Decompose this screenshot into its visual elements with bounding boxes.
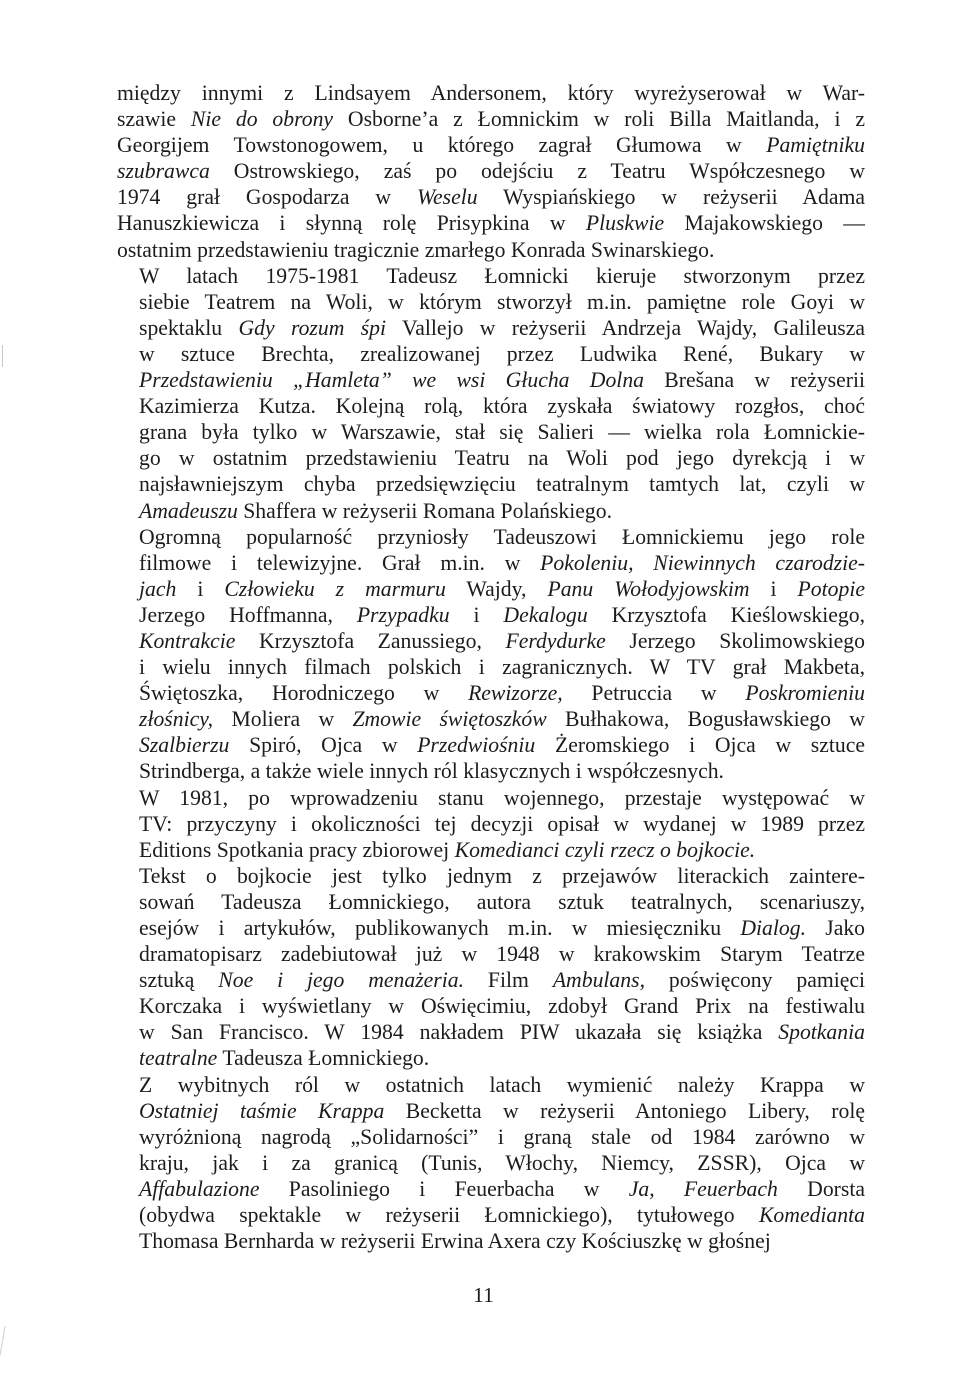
text-line [117,1176,865,1202]
text-run: Krzysztofa Kieślowskiego, [587,602,865,627]
text-line [117,445,865,471]
italic-title: Rewizorze, [468,681,563,706]
italic-title: Pluskwie [585,211,665,236]
italic-title: Komedianci czyli rzecz o bojkocie. [454,837,756,862]
text-run: i [449,602,504,627]
text-run: i [749,576,798,601]
text-line [117,680,865,706]
italic-title: Potopie [797,576,866,601]
text-run: poświęcony pamięci [644,968,866,993]
text-line [117,550,865,576]
text-run: Żeromskiego i Ojca w sztuce [535,733,865,758]
text-line [117,419,865,445]
text-run: grana była tylko w Warszawie, stał się Salieri — wielka rola Łomnickie- [139,420,865,445]
text-run: filmowe i telewizyjne. Grał m.in. w [139,550,541,575]
text-line [117,367,865,393]
text-run: Brešana w reżyserii [644,368,866,393]
text-line [117,941,865,967]
text-run: Petruccia w [562,681,746,706]
text-run: Krzysztofa Zanussiego, [235,628,506,653]
italic-title: Nie do obrony [190,107,334,132]
text-line [117,889,865,915]
italic-title: Kontrakcie [139,628,236,653]
text-run: Spiró, Ojca w [229,733,418,758]
italic-title: Człowieku z marmuru [224,576,446,601]
italic-title: Spotkania [778,1020,865,1045]
text-run: Ogromną popularność przyniosły Tadeuszowi Łomnickiemu jego role [139,524,865,549]
text-line [117,628,865,654]
italic-title: Dekalogu [503,602,588,627]
text-run: i [176,576,225,601]
text-run: Tekst o bojkocie jest tylko jednym z przejawów literackich zaintere- [139,863,865,888]
text-line [117,498,865,524]
text-line [117,1019,865,1045]
italic-title: szubrawca [117,159,210,184]
text-line [117,993,865,1019]
text-line [117,471,865,497]
text-line [117,1150,865,1176]
text-run: Becketta w reżyserii Antoniego Libery, rolę [384,1098,865,1123]
text-line [117,732,865,758]
text-run: szawie [117,107,191,132]
text-run: (obydwa spektakle w reżyserii Łomnickiego), tytułowego [139,1203,759,1228]
body-text [117,80,865,1254]
text-run: Thomasa Bernharda w reżyserii Erwina Axera czy Kościuszkę w głośnej [139,1229,771,1254]
text-run: Strindberga, a także wiele innych ról klasycznych i współczesnych. [139,759,724,784]
page-number: 11 [473,1283,494,1307]
text-line [117,315,865,341]
italic-title: Panu Wołodyjowskim [547,576,750,601]
text-run: Tadeusza Łomnickiego. [217,1046,430,1071]
text-run: Bułhakowa, Bogusławskiego w [546,707,865,732]
text-line [117,1098,865,1124]
italic-title: Amadeuszu [139,498,238,523]
italic-title: Noe i jego menażeria. [218,968,465,993]
paragraph [117,263,865,524]
italic-title: Weselu [416,185,478,210]
text-line [117,106,865,132]
text-run: Shaffera w reżyserii Romana Polańskiego. [237,498,613,523]
text-line [117,184,865,210]
text-run: ostatnim przedstawieniu tragicznie zmarłego Konrada Swinarskiego. [117,237,715,262]
text-run: W latach 1975-1981 Tadeusz Łomnicki kieruje stworzonym przez [139,263,865,288]
italic-title: Przedstawieniu „Hamleta” we wsi Głucha Dolna [139,368,645,393]
italic-title: Zmowie świętoszków [352,707,547,732]
text-line [117,915,865,941]
text-run: esejów i artykułów, publikowanych m.in. w miesięczniku [139,916,741,940]
text-line [117,341,865,367]
text-line [117,706,865,732]
text-run: Ostrowskiego, zaś po odejściu z Teatru Współczesnego w [209,159,865,184]
italic-title: Affabulazione [139,1176,260,1201]
text-run: Moliera w [213,707,353,732]
italic-title: Ja, Feuerbach [628,1176,778,1201]
italic-title: Gdy rozum śpi [238,315,387,340]
text-run: najsławniejszym chyba przedsięwzięciu teatralnym tamtych lat, czyli w [139,472,865,497]
text-line [117,654,865,680]
text-line [117,785,865,811]
italic-title: Poskromieniu [745,681,865,706]
text-run: Osborne’a z Łomnickim w roli Billa Maitlanda, i z [333,107,865,132]
text-run: go w ostatnim przedstawieniu Teatru na Woli pod jego dyrekcją i w [139,446,865,471]
italic-title: Pokoleniu, Niewinnych czarodzie- [540,550,865,575]
text-run: Świętoszka, Horodniczego w [139,681,469,706]
text-run: Jerzego Skolimowskiego [605,628,865,653]
text-line [117,237,865,263]
italic-title: Przypadku [356,602,450,627]
italic-title: Dialog. [740,916,806,940]
text-line [117,1045,865,1071]
text-run: Georgijem Towstonogowem, u którego zagrał Głumowa w [117,133,767,158]
text-run: Wajdy, [445,576,548,601]
text-run: dramatopisarz zadebiutował już w 1948 w krakowskim Starym Teatrze [139,942,865,967]
text-line [117,393,865,419]
text-run: Editions Spotkania pracy zbiorowej [139,837,455,862]
text-line [117,811,865,837]
italic-title: Pamiętniku [766,133,865,158]
italic-title: Komedianta [758,1203,865,1228]
text-line [117,758,865,784]
italic-title: Przedwiośniu [417,733,536,758]
paragraph [117,524,865,785]
italic-title: jach [139,576,177,601]
italic-title: teatralne [139,1046,218,1071]
paragraph [117,1072,865,1255]
text-run: kraju, jak i za granicą (Tunis, Włochy, Niemcy, ZSSR), Ojca w [139,1150,865,1175]
text-run: Hanuszkiewicza i słynną rolę Prisypkina w [117,211,586,236]
text-line [117,263,865,289]
text-run: Kazimierza Kutza. Kolejną rolą, która zyskała światowy rozgłos, choć [139,394,865,419]
text-run: spektaklu [139,315,239,340]
text-run: W 1981, po wprowadzeniu stanu wojennego, przestaje występować w [139,785,865,810]
text-line [117,1228,865,1254]
italic-title: Ambulans, [552,968,645,993]
italic-title: złośnicy, [139,707,214,732]
text-run: Vallejo w reżyserii Andrzeja Wajdy, Galileusza [386,315,865,340]
text-run: w sztuce Brechta, zrealizowanej przez Ludwika René, Bukary w [139,341,865,366]
text-line [117,1124,865,1150]
paragraph [117,80,865,263]
text-run: 1974 grał Gospodarza w [117,185,417,210]
text-line [117,524,865,550]
text-run: między innymi z Lindsayem Andersonem, który wyreżyserował w War- [117,81,865,105]
text-line [117,602,865,628]
text-run: wyróżnioną nagrodą „Solidarności” i graną stale od 1984 zarówno w [139,1124,865,1149]
paragraph [117,785,865,863]
text-line [117,837,865,863]
text-run: sztuką [139,968,219,993]
text-run: w San Francisco. W 1984 nakładem PIW ukazała się książka [139,1020,779,1045]
italic-title: Ferdydurke [505,628,606,653]
italic-title: Szalbierzu [139,733,230,758]
text-line [117,576,865,602]
text-run: Majakowskiego — [664,211,865,236]
text-run: Dorsta [777,1176,865,1201]
text-run: Wyspiańskiego w reżyserii Adama [477,185,865,210]
text-run: TV: przyczyny i okoliczności tej decyzji opisał w wydanej w 1989 przez [139,811,865,836]
text-line [117,158,865,184]
text-line [117,289,865,315]
italic-title: Ostatniej taśmie Krappa [139,1098,385,1123]
scan-edge-mark [2,345,6,367]
text-run: Jako [806,916,866,940]
text-line [117,1202,865,1228]
text-run: sowań Tadeusza Łomnickiego, autora sztuk teatralnych, scenariuszy, [139,889,865,914]
text-line [117,132,865,158]
text-run: Korczaka i wyświetlany w Oświęcimiu, zdobył Grand Prix na festiwalu [139,994,865,1019]
text-run: Z wybitnych ról w ostatnich latach wymienić należy Krappa w [139,1072,865,1097]
text-line [117,863,865,889]
text-line [117,1072,865,1098]
text-run: i wielu innych filmach polskich i zagranicznych. W TV grał Makbeta, [139,655,865,680]
text-run: siebie Teatrem na Woli, w którym stworzył m.in. pamiętne role Goyi w [139,289,865,314]
text-run: Jerzego Hoffmanna, [139,602,357,627]
paragraph [117,863,865,1072]
scan-corner-mark [0,1326,14,1356]
text-line [117,80,865,106]
text-run: Pasoliniego i Feuerbacha w [259,1176,629,1201]
text-line [117,967,865,993]
text-run: Film [464,968,553,993]
text-line [117,210,865,236]
